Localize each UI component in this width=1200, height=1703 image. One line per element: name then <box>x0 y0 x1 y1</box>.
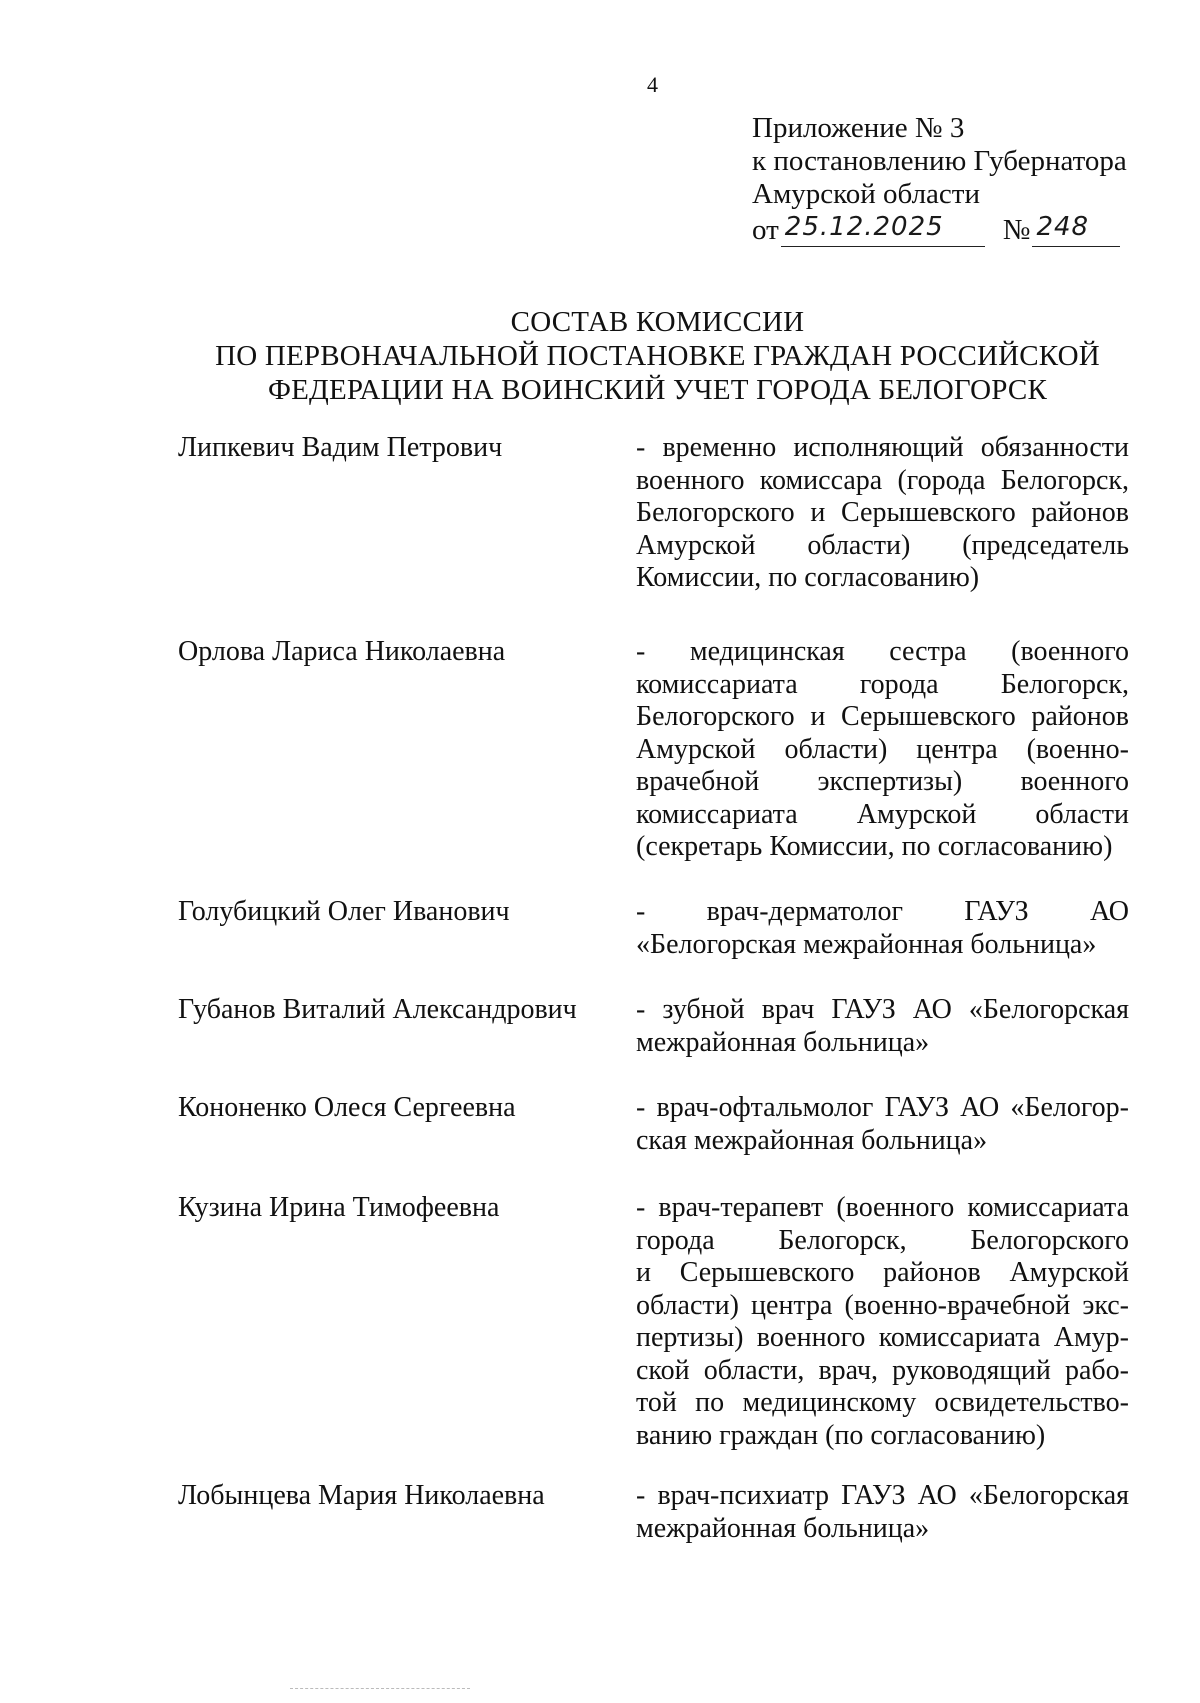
role-line: «Белогорская межрайонная больница» <box>636 928 1097 960</box>
role-line: ванию граждан (по согласованию) <box>636 1419 1046 1451</box>
member-role <box>636 636 1129 864</box>
role-line: области) центра (военно-врачебной экс- <box>636 1289 1129 1321</box>
appendix-header <box>752 112 1172 247</box>
member-role <box>636 1480 1129 1545</box>
member-role <box>636 1092 1129 1157</box>
role-line: пертизы) военного комиссариата Амур- <box>636 1322 1129 1353</box>
appendix-region: Амурской области <box>752 178 980 210</box>
role-line: врачебной экспертизы) военного <box>636 766 1129 797</box>
member-role <box>636 432 1129 595</box>
role-line: ской области, врач, руководящий рабо- <box>636 1354 1129 1386</box>
member-name: Орлова Лариса Николаевна <box>178 636 506 667</box>
member-role <box>636 896 1129 961</box>
date-prefix: от <box>752 214 779 246</box>
title-line-2: ПО ПЕРВОНАЧАЛЬНОЙ ПОСТАНОВКЕ ГРАЖДАН РОССИЙСКОЙ <box>215 340 1100 372</box>
role-line: - временно исполняющий обязанности <box>636 432 1129 463</box>
handwritten-number: 248 <box>1032 212 1120 247</box>
role-line: Амурской области) (председатель <box>636 529 1129 561</box>
role-line: той по медицинскому освидетельство- <box>636 1387 1129 1418</box>
role-line: Белогорского и Серышевского районов <box>636 497 1129 528</box>
member-name: Кононенко Олеся Сергеевна <box>178 1092 516 1123</box>
role-line: межрайонная больница» <box>636 1026 930 1058</box>
handwritten-date: 25.12.2025 <box>781 212 985 247</box>
member-role <box>636 1192 1129 1452</box>
role-line: военного комиссара (города Белогорск, <box>636 464 1129 496</box>
role-line: (секретарь Комиссии, по согласованию) <box>636 831 1113 862</box>
member-role <box>636 994 1129 1059</box>
role-line: межрайонная больница» <box>636 1512 930 1544</box>
member-name: Кузина Ирина Тимофеевна <box>178 1192 500 1223</box>
role-line: города Белогорск, Белогорского <box>636 1224 1129 1256</box>
role-line: и Серышевского районов Амурской <box>636 1257 1129 1288</box>
role-line: Комиссии, по согласованию) <box>636 562 980 593</box>
role-line: - зубной врач ГАУЗ АО «Белогорская <box>636 994 1129 1025</box>
scan-artifact-line <box>290 1688 470 1691</box>
role-line: ская межрайонная больница» <box>636 1124 988 1156</box>
role-line: Белогорского и Серышевского районов <box>636 701 1129 732</box>
title-line-3: ФЕДЕРАЦИИ НА ВОИНСКИЙ УЧЕТ ГОРОДА БЕЛОГОРСК <box>267 374 1048 406</box>
title-line-1: СОСТАВ КОМИССИИ <box>510 306 805 338</box>
resolution-date-number <box>752 212 1172 247</box>
page-number: 4 <box>647 72 658 97</box>
document-title <box>180 305 1135 407</box>
role-line: - врач-офтальмолог ГАУЗ АО «Белогор- <box>636 1092 1129 1123</box>
role-line: Амурской области) центра (военно- <box>636 733 1129 765</box>
member-name: Губанов Виталий Александрович <box>178 994 577 1025</box>
member-name: Липкевич Вадим Петрович <box>178 432 503 463</box>
role-line: комиссариата Амурской области <box>636 798 1129 830</box>
member-name: Лобынцева Мария Николаевна <box>178 1480 545 1511</box>
role-line: - врач-дерматолог ГАУЗ АО <box>636 896 1129 927</box>
role-line: - медицинская сестра (военного <box>636 636 1129 667</box>
role-line: - врач-психиатр ГАУЗ АО «Белогорская <box>636 1480 1129 1511</box>
number-prefix: № <box>1002 214 1031 246</box>
role-line: - врач-терапевт (военного комиссариата <box>636 1192 1129 1223</box>
appendix-reference: к постановлению Губернатора <box>752 145 1127 177</box>
role-line: комиссариата города Белогорск, <box>636 668 1129 700</box>
appendix-number: Приложение № 3 <box>752 112 965 144</box>
member-name: Голубицкий Олег Иванович <box>178 896 510 927</box>
